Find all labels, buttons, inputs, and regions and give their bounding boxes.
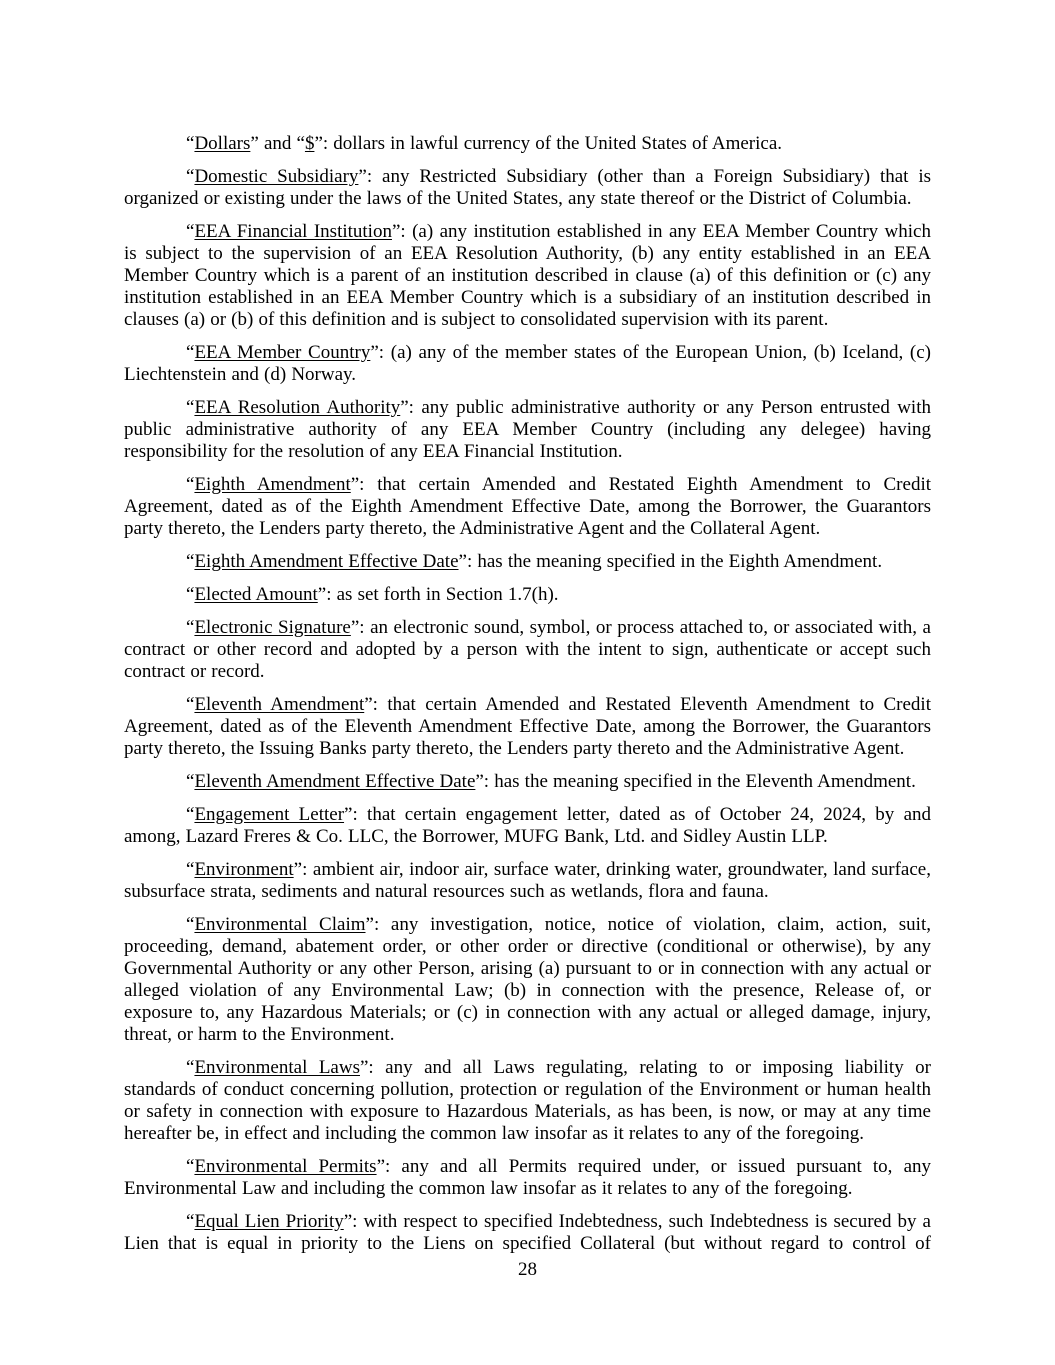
definition-paragraph: [124, 221, 931, 331]
definition-text: ”: ambient air, indoor air, surface water, drinking water, groundwater, land surface, subsurface strata, sediments and natural resources such as wetlands, flora and fauna.: [124, 859, 931, 902]
definition-text: ”: any Restricted Subsidiary (other than a Foreign Subsidiary) that is organized or existing under the laws of the United States, any state thereof or the District of Columbia.: [124, 166, 932, 209]
defined-term: EEA Resolution Authority: [194, 397, 401, 418]
definition-paragraph: [124, 617, 931, 683]
definition-text: ”: that certain Amended and Restated Eighth Amendment to Credit Agreement, dated as of the Eighth Amendment Effective Date, among the Borrower, the Guarantors party thereto, the Lenders party thereto, the Administrative Agent and the Collateral Agent.: [124, 474, 931, 539]
defined-term: Environment: [194, 859, 294, 880]
definition-paragraph: [124, 584, 931, 606]
defined-term: Eleventh Amendment: [194, 694, 365, 715]
definition-paragraph: [124, 133, 931, 155]
definition-text: ”: any public administrative authority or any Person entrusted with public administrative authority of any EEA Member Country (including any delegee) having responsibility for the resolution of any EEA Financial Institution.: [124, 397, 931, 462]
defined-term: Environmental Laws: [194, 1057, 360, 1078]
definition-paragraph: [124, 1057, 931, 1145]
definition-paragraph: [124, 859, 931, 903]
definition-text: “: [186, 771, 195, 792]
definition-text: ”: has the meaning specified in the Eighth Amendment.: [458, 551, 883, 572]
definition-text: “: [186, 694, 195, 715]
definition-text: ”: (a) any of the member states of the European Union, (b) Iceland, (c) Liechtenstein and (d) Norway.: [124, 342, 931, 385]
definition-text: ”: any investigation, notice, notice of violation, claim, action, suit, proceeding, demand, abatement order, or other order or directive (conditional or otherwise), by any Governmental Authority or any other Person, arising (a) pursuant to or in connection with any actual or alleged violation of any Environmental Law; (b) in connection with the presence, Release of, or exposure to, any Hazardous Materials; or (c) in connection with any actual or alleged damage, injury, threat, or harm to the Environment.: [124, 914, 931, 1045]
definition-text: “: [186, 1057, 195, 1078]
definition-text: “: [186, 474, 195, 495]
definition-text: ”: with respect to specified Indebtedness, such Indebtedness is secured by a Lien that is equal in priority to the Liens on specified Collateral (but without regard to control of: [124, 1211, 931, 1254]
defined-term: Eleventh Amendment Effective Date: [194, 771, 476, 792]
definition-text: “: [186, 133, 195, 154]
definition-text: ”: that certain Amended and Restated Eleventh Amendment to Credit Agreement, dated as of the Eleventh Amendment Effective Date, among the Borrower, the Guarantors party thereto, the Issuing Banks party thereto, the Lenders party thereto and the Administrative Agent.: [124, 694, 931, 759]
defined-term: Environmental Claim: [194, 914, 366, 935]
definition-text: “: [186, 221, 195, 242]
definition-text: ”: any and all Permits required under, or issued pursuant to, any Environmental Law and including the common law insofar as it relates to any of the foregoing.: [124, 1156, 932, 1199]
definition-text: “: [186, 617, 195, 638]
page-number: 28: [518, 1259, 537, 1280]
defined-term: $: [304, 133, 315, 154]
definition-paragraph: [124, 771, 931, 793]
definition-text: “: [186, 551, 195, 572]
definition-text: ”: any and all Laws regulating, relating to or imposing liability or standards of conduct concerning pollution, protection or regulation of the Environment or human health or safety in connection with exposure to Hazardous Materials, as has been, is now, or may at any time hereafter be, in effect and including the common law insofar as it relates to any of the foregoing.: [124, 1057, 931, 1144]
defined-term: EEA Financial Institution: [194, 221, 392, 242]
defined-term: Elected Amount: [194, 584, 318, 605]
definition-text: “: [186, 1211, 195, 1232]
defined-term: Electronic Signature: [194, 617, 351, 638]
definition-paragraph: [124, 166, 931, 210]
defined-term: Eighth Amendment: [194, 474, 351, 495]
definition-text: ”: that certain engagement letter, dated as of October 24, 2024, by and among, Lazard Freres & Co. LLC, the Borrower, MUFG Bank, Ltd. and Sidley Austin LLP.: [124, 804, 932, 847]
definition-text: ”: as set forth in Section 1.7(h).: [317, 584, 559, 605]
defined-term: Environmental Permits: [194, 1156, 377, 1177]
definition-text: “: [186, 914, 195, 935]
definitions-body: [124, 133, 931, 1266]
definition-paragraph: [124, 694, 931, 760]
definition-text: “: [186, 1156, 195, 1177]
definition-paragraph: [124, 551, 931, 573]
definition-text: ”: dollars in lawful currency of the United States of America.: [314, 133, 783, 154]
definition-text: ”: (a) any institution established in any EEA Member Country which is subject to the supervision of an EEA Resolution Authority, (b) any entity established in an EEA Member Country which is a parent of an institution described in clause (a) of this definition or (c) any institution established in an EEA Member Country which is a subsidiary of an institution described in clauses (a) or (b) of this definition and is subject to consolidated supervision with its parent.: [124, 221, 931, 330]
defined-term: EEA Member Country: [194, 342, 371, 363]
definition-text: “: [186, 859, 195, 880]
definition-text: ” and “: [250, 133, 305, 154]
definition-text: “: [186, 584, 195, 605]
definition-paragraph: [124, 397, 931, 463]
definition-text: “: [186, 166, 195, 187]
definition-paragraph: [124, 474, 931, 540]
defined-term: Engagement Letter: [194, 804, 345, 825]
definition-paragraph: [124, 1156, 931, 1200]
definition-paragraph: [124, 914, 931, 1046]
definition-text: ”: has the meaning specified in the Eleventh Amendment.: [475, 771, 916, 792]
definition-text: “: [186, 397, 195, 418]
defined-term: Domestic Subsidiary: [194, 166, 359, 187]
definition-text: “: [186, 342, 195, 363]
definition-paragraph: [124, 342, 931, 386]
definition-text: ”: an electronic sound, symbol, or process attached to, or associated with, a contract or other record and adopted by a person with the intent to sign, authenticate or accept such contract or record.: [124, 617, 931, 682]
defined-term: Eighth Amendment Effective Date: [194, 551, 459, 572]
definition-text: “: [186, 804, 195, 825]
defined-term: Equal Lien Priority: [194, 1211, 344, 1232]
defined-term: Dollars: [194, 133, 251, 154]
definition-paragraph: [124, 804, 931, 848]
definition-paragraph: [124, 1211, 931, 1255]
